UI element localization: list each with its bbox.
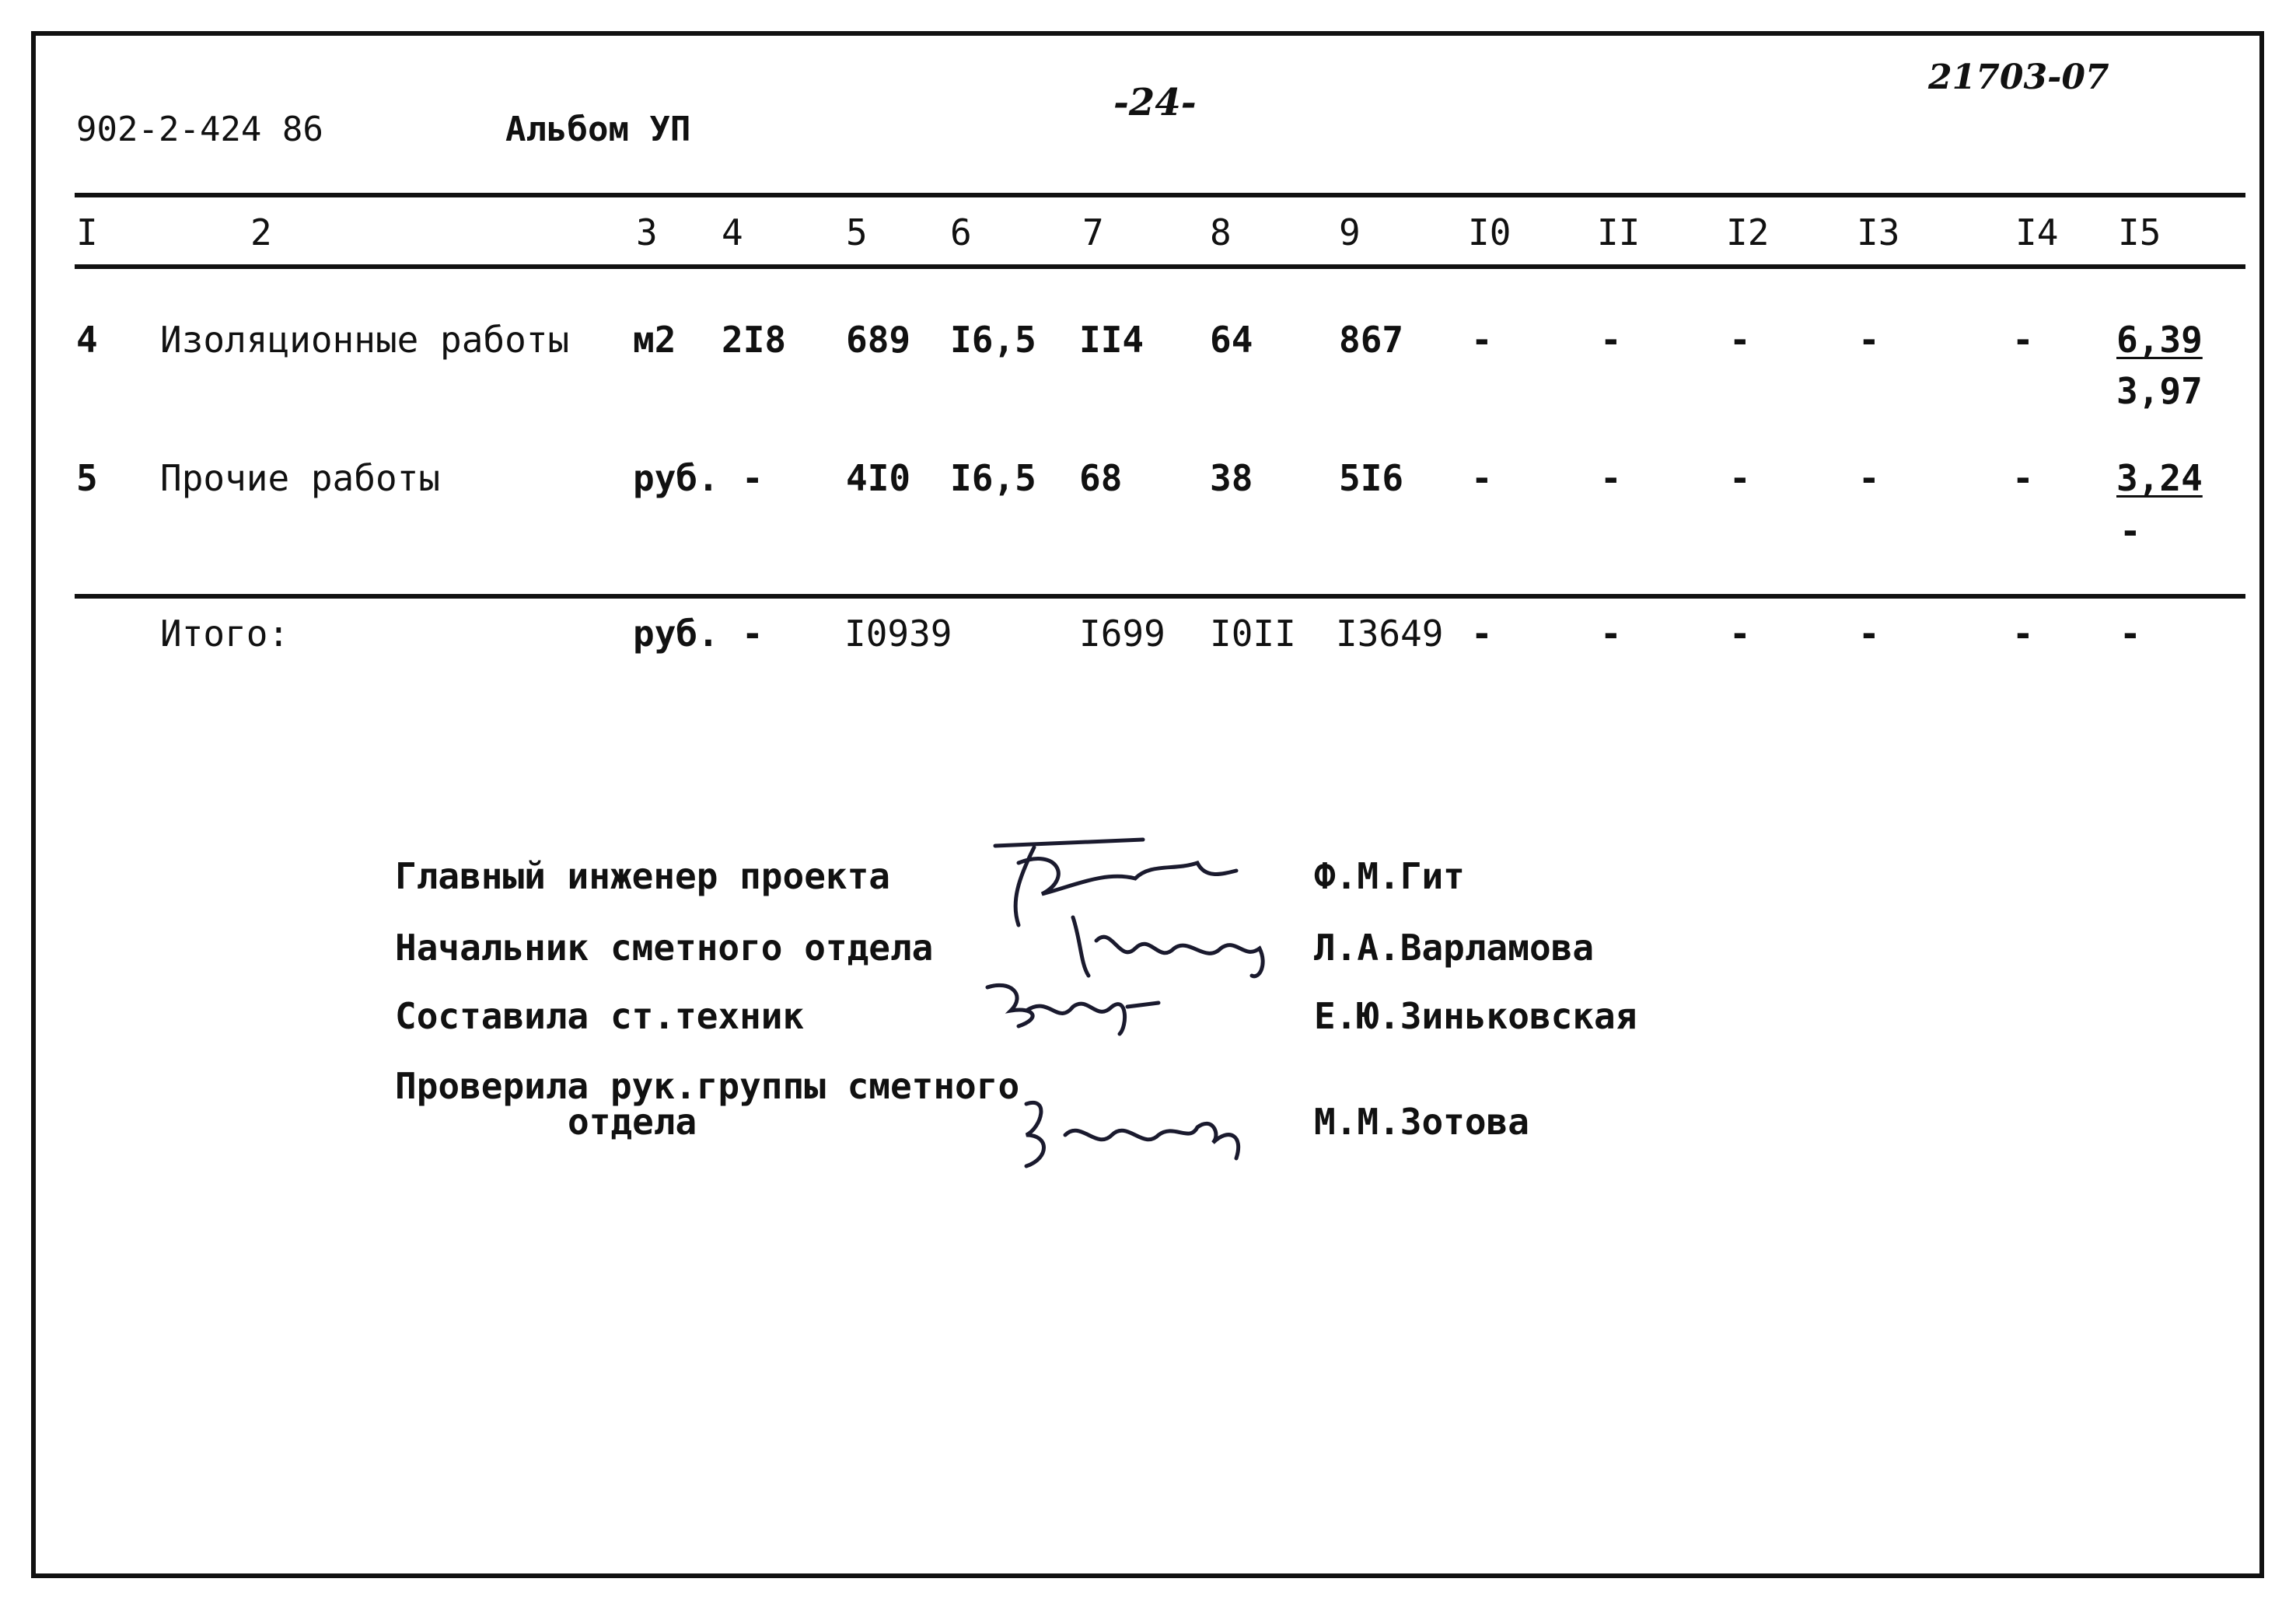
row-c10: - [1471, 457, 1493, 499]
row-number: 5 [76, 457, 98, 499]
row-c15-top: 6,39 [2116, 319, 2203, 361]
col-header: I3 [1857, 211, 1900, 253]
total-label: Итого: [160, 613, 290, 655]
total-c4: - [742, 613, 764, 655]
row-c15-bottom: 3,97 [2116, 370, 2203, 412]
signature-name: Е.Ю.Зиньковская [1314, 995, 1637, 1037]
row-c15-top: 3,24 [2116, 457, 2203, 499]
album-label: Альбом УП [505, 110, 691, 149]
row-c4: - [742, 457, 764, 499]
total-c7: I699 [1079, 613, 1165, 655]
total-c13: - [1858, 613, 1880, 655]
row-unit: м2 [633, 319, 676, 361]
total-c5: I0939 [844, 613, 952, 655]
row-c4: 2I8 [722, 319, 787, 361]
handwritten-signature [1003, 1081, 1267, 1174]
row-c7: 68 [1079, 457, 1123, 499]
row-c5: 689 [846, 319, 911, 361]
total-unit: руб. [633, 613, 719, 655]
total-c14: - [2012, 613, 2034, 655]
signature-name: Ф.М.Гит [1314, 855, 1465, 897]
row-c13: - [1858, 457, 1880, 499]
row-c6: I6,5 [950, 457, 1036, 499]
row-c15-bottom: - [2120, 510, 2141, 552]
handwritten-signature [972, 964, 1190, 1049]
col-header: I2 [1726, 211, 1770, 253]
col-header: 9 [1339, 211, 1361, 253]
row-c10: - [1471, 319, 1493, 361]
total-rule [75, 594, 2245, 599]
total-c10: - [1471, 613, 1493, 655]
row-c11: - [1600, 319, 1622, 361]
row-c6: I6,5 [950, 319, 1036, 361]
row-c8: 38 [1210, 457, 1253, 499]
col-header: 3 [636, 211, 658, 253]
corner-code: 21703-07 [1928, 58, 2109, 97]
total-c15: - [2120, 613, 2141, 655]
row-c9: 867 [1339, 319, 1404, 361]
signature-role-cont: отдела [568, 1101, 697, 1143]
row-c5: 4I0 [846, 457, 911, 499]
col-header: I [76, 211, 98, 253]
signature-role: Начальник сметного отдела [395, 927, 934, 969]
row-c7: II4 [1079, 319, 1145, 361]
col-header: II [1597, 211, 1641, 253]
total-c9: I3649 [1336, 613, 1444, 655]
row-c12: - [1729, 319, 1751, 361]
col-header: I4 [2015, 211, 2059, 253]
page-frame [31, 31, 2264, 1578]
signature-name: М.М.Зотова [1314, 1101, 1529, 1143]
col-header: 8 [1210, 211, 1232, 253]
row-name: Изоляционные работы [160, 319, 570, 361]
row-number: 4 [76, 319, 98, 361]
row-c14: - [2012, 457, 2034, 499]
col-header: I5 [2118, 211, 2161, 253]
signature-role: Главный инженер проекта [395, 855, 890, 897]
row-c13: - [1858, 319, 1880, 361]
total-c11: - [1600, 613, 1622, 655]
row-unit: руб. [633, 457, 719, 499]
page-number: -24- [1113, 81, 1197, 124]
row-c9: 5I6 [1339, 457, 1404, 499]
col-header: 6 [950, 211, 972, 253]
header-top-rule [75, 193, 2245, 197]
total-c8: I0II [1210, 613, 1296, 655]
col-header: 4 [722, 211, 743, 253]
col-header: 5 [846, 211, 868, 253]
signature-role: Составила ст.техник [395, 995, 805, 1037]
row-c14: - [2012, 319, 2034, 361]
signature-name: Л.А.Варламова [1314, 927, 1595, 969]
col-header: I0 [1468, 211, 1511, 253]
doc-code: 902-2-424 86 [76, 110, 323, 149]
signature-role: Проверила рук.группы сметного [395, 1065, 1020, 1107]
row-c11: - [1600, 457, 1622, 499]
row-c12: - [1729, 457, 1751, 499]
col-header: 7 [1082, 211, 1104, 253]
total-c12: - [1729, 613, 1751, 655]
col-header: 2 [250, 211, 272, 253]
header-bottom-rule [75, 264, 2245, 269]
row-c8: 64 [1210, 319, 1253, 361]
row-name: Прочие работы [160, 457, 441, 499]
